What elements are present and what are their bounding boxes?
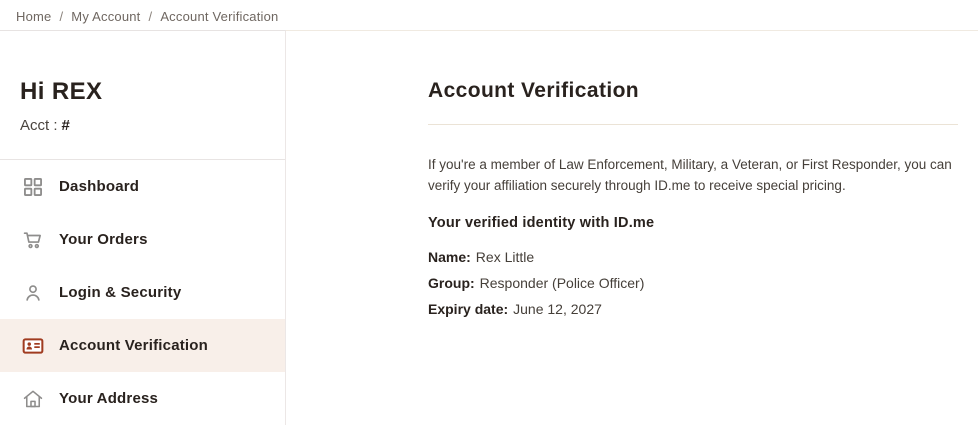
sidebar-item-label: Your Address [59,390,159,407]
field-label: Name: [428,248,471,265]
verified-identity-heading: Your verified identity with ID.me [428,214,655,231]
cart-icon [22,229,44,251]
sidebar-greeting-block [0,31,285,160]
person-icon [22,282,44,304]
field-label: Group: [428,274,475,291]
identity-fields [428,248,958,318]
sidebar-item-label: Your Orders [59,231,148,248]
field-label: Expiry date: [428,300,509,317]
sidebar-item-your-orders[interactable] [0,213,285,266]
title-divider [428,124,958,125]
sidebar-item-label: Dashboard [59,178,140,195]
identity-field-name [428,248,958,266]
sidebar-nav [0,160,285,425]
account-sidebar [0,30,286,425]
field-value: June 12, 2027 [513,300,602,317]
sidebar-item-dashboard[interactable] [0,160,285,213]
sidebar-item-account-verification[interactable] [0,319,285,372]
greeting-text: Hi REX [20,78,103,105]
sidebar-item-login-security[interactable] [0,266,285,319]
verification-intro-text: If you're a member of Law Enforcement, Military, a Veteran, or First Responder, you can verify your affiliation securely through ID.me to receive special pricing. [428,157,952,193]
breadcrumb [0,0,978,31]
home-icon [22,388,44,410]
identity-field-group [428,274,958,292]
account-number-label: Acct : [20,117,58,134]
sidebar-item-your-address[interactable] [0,372,285,425]
account-page-layout [0,31,978,425]
breadcrumb-my-account[interactable]: My Account [71,8,141,24]
page-title: Account Verification [428,79,640,102]
field-value: Rex Little [475,248,535,265]
account-number-line [20,117,265,134]
breadcrumb-current-page: Account Verification [160,8,279,24]
field-value: Responder (Police Officer) [479,274,645,291]
breadcrumb-separator: / [59,8,64,24]
breadcrumb-separator: / [148,8,153,24]
account-verification-content [286,31,978,425]
account-number-value: # [61,117,70,134]
dashboard-grid-icon [22,176,44,198]
id-card-icon [22,335,44,357]
breadcrumb-home[interactable]: Home [16,8,52,24]
sidebar-item-label: Account Verification [59,337,209,354]
identity-field-expiry [428,300,958,318]
sidebar-item-label: Login & Security [59,284,182,301]
